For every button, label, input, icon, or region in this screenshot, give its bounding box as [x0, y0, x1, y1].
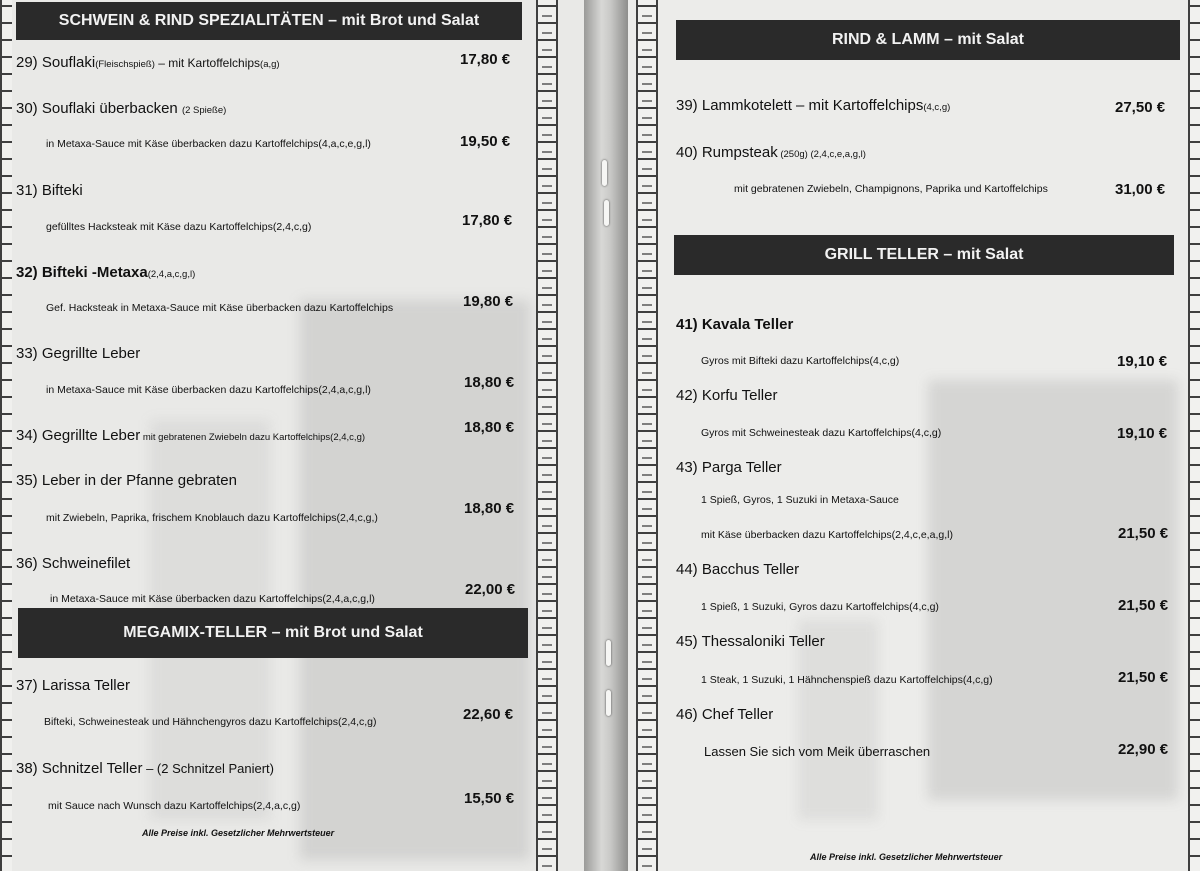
- menu-item-description: Gef. Hacksteak in Metaxa-Sauce mit Käse überbacken dazu Kartoffelchips: [46, 302, 394, 314]
- menu-item-description: Gyros mit Schweinesteak dazu Kartoffelchips(4,c,g): [701, 427, 942, 439]
- binder-ring: [606, 690, 611, 716]
- menu-item-price: 17,80 €: [460, 51, 511, 68]
- menu-item-description: Bifteki, Schweinesteak und Hähnchengyros dazu Kartoffelchips(2,4,c,g): [44, 716, 377, 728]
- menu-item-title: 40) Rumpsteak (250g) (2,4,c,e,a,g,l): [676, 144, 866, 161]
- binder-ring: [604, 200, 609, 226]
- price-footer-note: Alle Preise inkl. Gesetzlicher Mehrwertsteuer: [142, 828, 335, 838]
- menu-item-title: 35) Leber in der Pfanne gebraten: [16, 472, 237, 489]
- menu-item-title: 38) Schnitzel Teller – (2 Schnitzel Paniert): [16, 760, 274, 777]
- menu-page-left: [0, 0, 584, 871]
- menu-item-description: Lassen Sie sich vom Meik überraschen: [704, 744, 931, 759]
- menu-item-title: 32) Bifteki -Metaxa(2,4,a,c,g,l): [16, 264, 196, 281]
- binder-ring: [602, 160, 607, 186]
- menu-item-price: 19,80 €: [463, 293, 514, 310]
- menu-item-title: 30) Souflaki überbacken (2 Spieße): [16, 100, 227, 117]
- menu-item-price: 15,50 €: [464, 790, 515, 807]
- menu-item-title: 43) Parga Teller: [676, 459, 782, 476]
- menu-item-title: 33) Gegrillte Leber: [16, 345, 141, 362]
- menu-item-price: 19,10 €: [1117, 353, 1168, 370]
- menu-item-price: 21,50 €: [1118, 669, 1169, 686]
- menu-item-price: 18,80 €: [464, 374, 515, 391]
- menu-item-price: 17,80 €: [462, 212, 513, 229]
- menu-item-price: 21,50 €: [1118, 525, 1169, 542]
- menu-item-description: gefülltes Hacksteak mit Käse dazu Kartoffelchips(2,4,c,g): [46, 221, 312, 233]
- menu-item-title: 45) Thessaloniki Teller: [676, 633, 825, 650]
- menu-item-description: mit gebratenen Zwiebeln, Champignons, Paprika und Kartoffelchips: [734, 183, 1048, 195]
- menu-item-price: 19,50 €: [460, 133, 511, 150]
- menu-item-price: 22,90 €: [1118, 741, 1169, 758]
- greek-key-border-left: [0, 0, 12, 871]
- menu-item-title: 34) Gegrillte Leber mit gebratenen Zwiebeln dazu Kartoffelchips(2,4,c,g): [16, 427, 366, 444]
- menu-item-title: 42) Korfu Teller: [676, 387, 778, 404]
- section-header-grill: GRILL TELLER – mit Salat: [674, 235, 1174, 275]
- greek-key-border-left-inner: [536, 0, 558, 871]
- binder-gutter: [584, 0, 628, 871]
- menu-item-description: mit Sauce nach Wunsch dazu Kartoffelchips(2,4,a,c,g): [48, 800, 301, 812]
- menu-item-title: 29) Souflaki(Fleischspieß) – mit Kartoffelchips(a,g): [16, 54, 280, 71]
- menu-item-description: 1 Steak, 1 Suzuki, 1 Hähnchenspieß dazu Kartoffelchips(4,c,g): [701, 674, 993, 686]
- menu-item-description-2: mit Käse überbacken dazu Kartoffelchips(2,4,c,e,a,g,l): [701, 529, 953, 541]
- menu-page-right: [628, 0, 1200, 871]
- greek-key-border-right: [1188, 0, 1200, 871]
- menu-item-price: 19,10 €: [1117, 425, 1168, 442]
- menu-item-price: 27,50 €: [1115, 99, 1166, 116]
- menu-item-title: 44) Bacchus Teller: [676, 561, 800, 578]
- menu-item-title: 36) Schweinefilet: [16, 555, 131, 572]
- menu-item-price: 22,00 €: [465, 581, 516, 598]
- menu-item-description: in Metaxa-Sauce mit Käse überbacken dazu Kartoffelchips(2,4,a,c,g,l): [46, 384, 371, 396]
- menu-item-price: 21,50 €: [1118, 597, 1169, 614]
- greek-key-border-right-inner: [636, 0, 658, 871]
- menu-item-price: 18,80 €: [464, 500, 515, 517]
- menu-item-price: 31,00 €: [1115, 181, 1166, 198]
- menu-item-title: 39) Lammkotelett – mit Kartoffelchips(4,c,g): [676, 97, 951, 114]
- menu-item-description: Gyros mit Bifteki dazu Kartoffelchips(4,c,g): [701, 355, 900, 367]
- menu-item-description: in Metaxa-Sauce mit Käse überbacken dazu Kartoffelchips(2,4,a,c,g,l): [50, 593, 375, 605]
- menu-item-description: in Metaxa-Sauce mit Käse überbacken dazu Kartoffelchips(4,a,c,e,g,l): [46, 138, 371, 150]
- section-header-schwein-rind: SCHWEIN & RIND SPEZIALITÄTEN – mit Brot und Salat: [16, 2, 522, 40]
- menu-item-description: 1 Spieß, 1 Suzuki, Gyros dazu Kartoffelchips(4,c,g): [701, 601, 939, 613]
- price-footer-note: Alle Preise inkl. Gesetzlicher Mehrwertsteuer: [810, 852, 1003, 862]
- menu-item-title: 46) Chef Teller: [676, 706, 774, 723]
- menu-item-description: mit Zwiebeln, Paprika, frischem Knoblauch dazu Kartoffelchips(2,4,c,g,): [46, 512, 378, 524]
- menu-item-price: 22,60 €: [463, 706, 514, 723]
- binder-ring: [606, 640, 611, 666]
- section-header-rind-lamm: RIND & LAMM – mit Salat: [676, 20, 1180, 60]
- section-header-megamix: MEGAMIX-TELLER – mit Brot und Salat: [18, 608, 528, 658]
- menu-item-title: 31) Bifteki: [16, 182, 83, 199]
- menu-item-title: 41) Kavala Teller: [676, 316, 794, 333]
- menu-item-price: 18,80 €: [464, 419, 515, 436]
- menu-item-title: 37) Larissa Teller: [16, 677, 130, 694]
- menu-item-description: 1 Spieß, Gyros, 1 Suzuki in Metaxa-Sauce: [701, 494, 899, 506]
